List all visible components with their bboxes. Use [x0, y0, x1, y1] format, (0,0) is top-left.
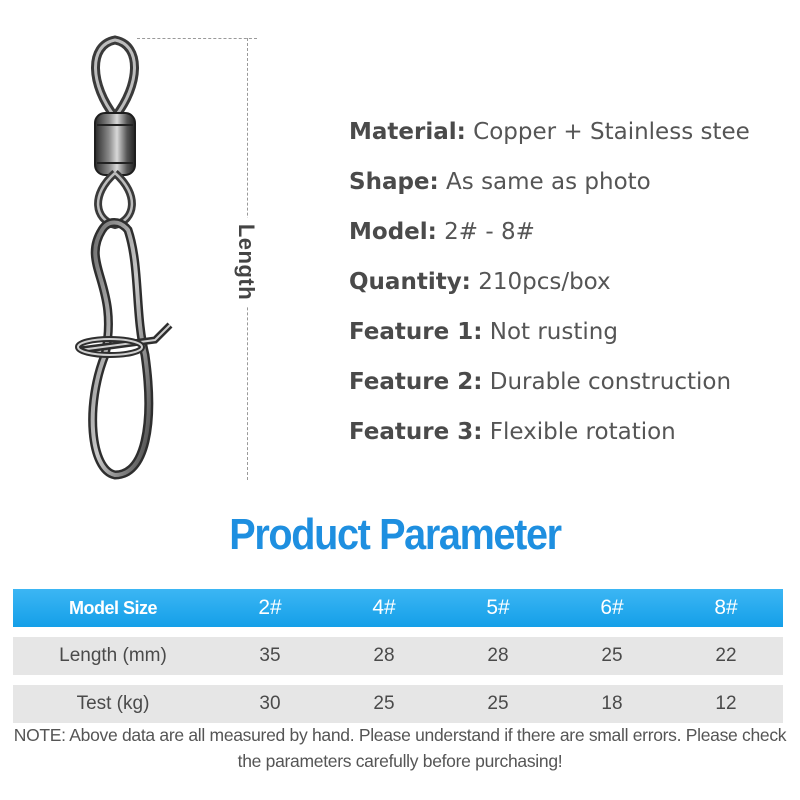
header-cell: Model Size — [13, 589, 213, 627]
header-cell: 2# — [213, 589, 327, 627]
product-parameter-title: Product Parameter — [229, 510, 561, 559]
spec-key: Shape: — [349, 169, 439, 195]
table-header-row — [13, 589, 783, 627]
spec-material — [349, 112, 750, 162]
table-cell: 22 — [669, 637, 783, 675]
table-cell: 25 — [555, 637, 669, 675]
table-cell: 25 — [441, 685, 555, 723]
spec-value: Not rusting — [489, 319, 618, 345]
note-line-1: NOTE: Above data are all measured by hand. Please understand if there are small errors. Please check — [13, 725, 787, 745]
table-cell: 30 — [213, 685, 327, 723]
spec-value: As same as photo — [446, 169, 651, 195]
spec-value: 2# - 8# — [444, 219, 535, 245]
table-cell: 18 — [555, 685, 669, 723]
table-cell: Test (kg) — [13, 685, 213, 723]
spec-feature-2 — [349, 362, 750, 412]
spec-key: Quantity: — [349, 269, 471, 295]
table-cell: 28 — [327, 637, 441, 675]
spec-value: 210pcs/box — [478, 269, 611, 295]
header-cell: 4# — [327, 589, 441, 627]
spec-model — [349, 212, 750, 262]
spec-key: Feature 1: — [349, 319, 483, 345]
spec-feature-3 — [349, 412, 750, 462]
header-cell: 5# — [441, 589, 555, 627]
note-line-2: the parameters carefully before purchasing! — [237, 751, 563, 771]
length-dimension-label: Length — [233, 218, 259, 306]
spec-key: Model: — [349, 219, 437, 245]
spec-key: Material: — [349, 119, 466, 145]
header-cell: 6# — [555, 589, 669, 627]
table-cell: 35 — [213, 637, 327, 675]
table-cell: 25 — [327, 685, 441, 723]
table-cell: 12 — [669, 685, 783, 723]
table-row — [13, 685, 783, 723]
spec-value: Copper + Stainless stee — [473, 119, 750, 145]
spec-key: Feature 3: — [349, 419, 483, 445]
dimension-line-top — [137, 38, 257, 39]
table-cell: Length (mm) — [13, 637, 213, 675]
spec-shape — [349, 162, 750, 212]
spec-value: Flexible rotation — [489, 419, 676, 445]
measurement-note — [12, 722, 788, 774]
header-cell: 8# — [669, 589, 783, 627]
table-row — [13, 637, 783, 675]
spec-key: Feature 2: — [349, 369, 483, 395]
spec-quantity — [349, 262, 750, 312]
table-cell: 28 — [441, 637, 555, 675]
parameter-table — [13, 579, 783, 733]
spec-list — [349, 112, 750, 462]
spec-feature-1 — [349, 312, 750, 362]
spec-value: Durable construction — [489, 369, 732, 395]
